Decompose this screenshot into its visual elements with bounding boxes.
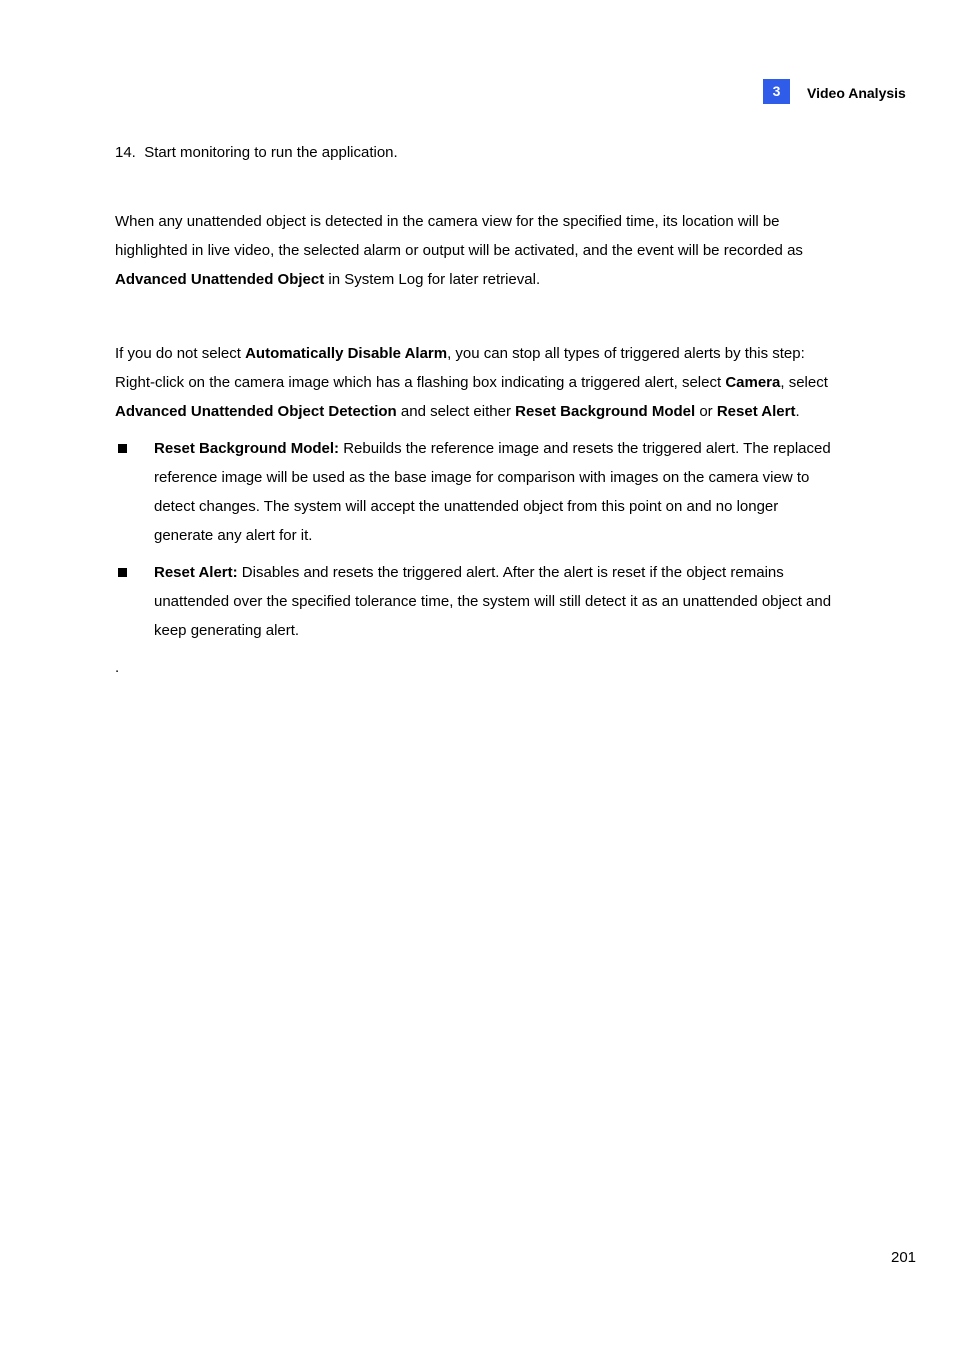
- page-number: 201: [891, 1249, 917, 1266]
- bullet-term: Reset Background Model:: [154, 440, 340, 457]
- bullet-term: Reset Alert:: [154, 564, 238, 581]
- step-number: 14.: [115, 144, 136, 161]
- paragraph2-bold-d: Reset Background Model: [515, 403, 696, 420]
- paragraph2-text-c: , select: [780, 374, 828, 391]
- paragraph2-text-f: .: [795, 403, 800, 420]
- paragraph2-text-b: , you can stop all types of triggered alerts by this step: Right-click on the camera image which has a flashing box indicating a triggered alert, select: [115, 345, 805, 391]
- bullet-text: Disables and resets the triggered alert. After the alert is reset if the object remains unattended over the specified tolerance time, the system will still detect it as an unattended object and keep generating alert.: [154, 564, 832, 639]
- page-content: [115, 138, 840, 682]
- paragraph2-text-e: or: [695, 403, 717, 420]
- paragraph2-bold-c: Advanced Unattended Object Detection: [115, 403, 397, 420]
- step-14: [115, 138, 840, 167]
- paragraph1-bold-a: Advanced Unattended Object: [115, 271, 325, 288]
- bullet-reset-alert: [115, 558, 840, 645]
- reset-options-list: [115, 434, 840, 645]
- paragraph2-bold-e: Reset Alert: [716, 403, 796, 420]
- chapter-header: [763, 79, 923, 105]
- square-bullet-icon: [118, 568, 127, 577]
- step-text: Start monitoring to run the application.: [144, 144, 398, 161]
- paragraph2-bold-a: Automatically Disable Alarm: [245, 345, 448, 362]
- bullet-text: Rebuilds the reference image and resets the triggered alert. The replaced reference image will be used as the base image for comparison with images on the camera view to detect changes. The system will accept the unattended object from this point on and no longer generate any alert for it.: [154, 440, 831, 544]
- trailing-dot: .: [115, 659, 120, 676]
- paragraph1-text-a: When any unattended object is detected in the camera view for the specified time, its location will be highlighted in live video, the selected alarm or output will be activated, and the event will be recorded as: [115, 213, 803, 259]
- bullet-reset-background-model: [115, 434, 840, 550]
- chapter-number-badge: 3: [763, 79, 790, 104]
- paragraph2-text-d: and select either: [396, 403, 516, 420]
- paragraph1-text-b: in System Log for later retrieval.: [324, 271, 541, 288]
- chapter-title: Video Analysis: [807, 85, 906, 101]
- paragraph-stop-alerts: [115, 339, 840, 426]
- paragraph-detection-result: [115, 207, 840, 294]
- paragraph2-text-a: If you do not select: [115, 345, 246, 362]
- square-bullet-icon: [118, 444, 127, 453]
- paragraph2-bold-b: Camera: [725, 374, 781, 391]
